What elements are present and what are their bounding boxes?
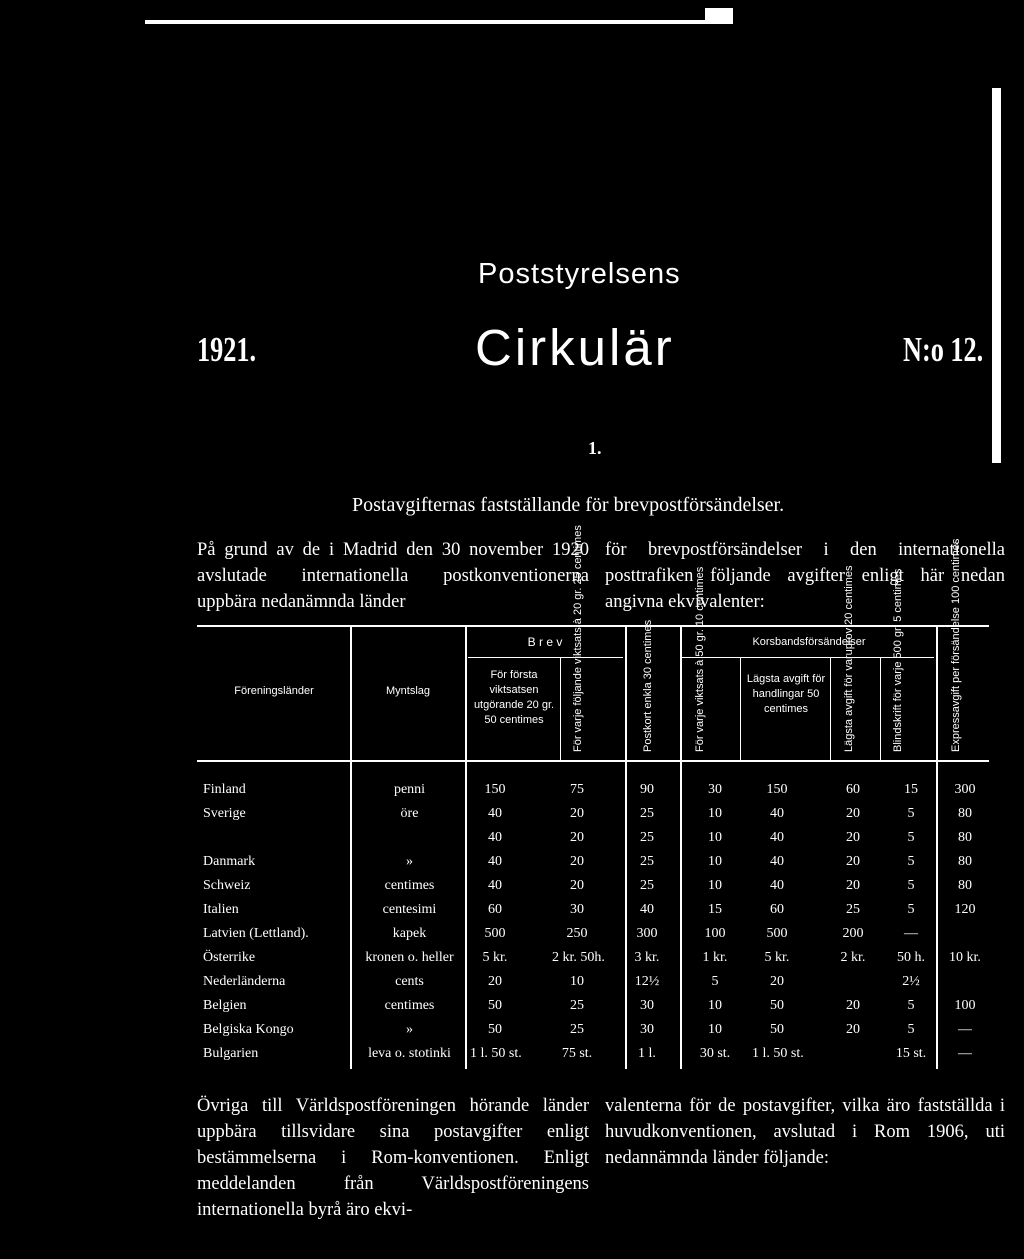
table-row bbox=[197, 854, 997, 878]
cell-value: 80 bbox=[958, 854, 972, 869]
table-header-rule bbox=[197, 760, 989, 762]
circular-number: N:o 12. bbox=[903, 330, 984, 369]
cell-value: 40 bbox=[488, 806, 502, 821]
cell-value: 10 bbox=[708, 806, 722, 821]
cell-value: 5 bbox=[907, 854, 915, 869]
cell-value: 20 bbox=[570, 806, 584, 821]
cell-value: 30 bbox=[570, 902, 584, 917]
page-edge-bar bbox=[992, 88, 1001, 463]
header-country: Föreningsländer bbox=[234, 685, 314, 697]
cell-value: 25 bbox=[640, 806, 654, 821]
cell-value: 50 h. bbox=[897, 950, 925, 965]
cell-value: 40 bbox=[488, 830, 502, 845]
cell-value: 30 st. bbox=[699, 1046, 731, 1061]
cell-value: 25 bbox=[846, 902, 860, 917]
cell-value: 40 bbox=[770, 830, 784, 845]
cell-value: 25 bbox=[640, 854, 654, 869]
cell-value: 20 bbox=[570, 854, 584, 869]
cell-value: 40 bbox=[640, 902, 654, 917]
header-brev-next: För varje följande viktsats à 20 gr. 25 centimes bbox=[572, 525, 584, 752]
cell-value: 20 bbox=[846, 1022, 860, 1037]
header-mynt: Myntslag bbox=[385, 685, 431, 697]
cell-value: 250 bbox=[566, 926, 588, 941]
header-kors-varu: Lägsta avgift för varuprov 20 centimes bbox=[843, 565, 855, 752]
cell-value: 40 bbox=[770, 854, 784, 869]
cell-value: 2 kr. bbox=[840, 950, 866, 965]
table-row bbox=[197, 830, 997, 854]
cell-value: 1 kr. bbox=[702, 950, 728, 965]
cell-value: 300 bbox=[636, 926, 658, 941]
section-heading: Postavgifternas fastställande för brevpostförsändelser. bbox=[352, 494, 785, 516]
outro-left: Övriga till Världspostföreningen hörande länder uppbära tillsvidare sina postavgifter enligt bestämmelserna i Rom-konventionen. Enligt meddelanden från Världspostföreningens internationella byrå äro ekvi- bbox=[197, 1096, 589, 1220]
cell-country: Schweiz bbox=[203, 878, 251, 893]
cell-value: 5 kr. bbox=[482, 950, 508, 965]
cell-country: Latvien (Lettland). bbox=[203, 926, 309, 941]
cell-value: 2½ bbox=[902, 974, 920, 989]
cell-value: 25 bbox=[570, 998, 584, 1013]
cell-value: 30 bbox=[708, 782, 722, 797]
col-divider bbox=[560, 658, 561, 760]
table-row bbox=[197, 902, 997, 926]
cell-country: Sverige bbox=[203, 806, 246, 821]
cell-value: 5 bbox=[907, 998, 915, 1013]
cell-value: 10 bbox=[570, 974, 584, 989]
cell-mynt: kronen o. heller bbox=[365, 950, 454, 965]
cell-value: 10 bbox=[708, 830, 722, 845]
cell-value: 60 bbox=[770, 902, 784, 917]
cell-value: 100 bbox=[954, 998, 976, 1013]
cell-value: 25 bbox=[570, 1022, 584, 1037]
top-rule bbox=[145, 20, 730, 24]
brev-subrule bbox=[468, 657, 623, 658]
cell-value: 15 bbox=[904, 782, 918, 797]
cell-value: 5 bbox=[907, 1022, 915, 1037]
cell-value: 20 bbox=[846, 806, 860, 821]
table-row bbox=[197, 926, 997, 950]
cell-country: Österrike bbox=[203, 950, 256, 965]
cell-value: 150 bbox=[484, 782, 506, 797]
cell-value: 40 bbox=[488, 854, 502, 869]
cell-value: 25 bbox=[640, 878, 654, 893]
cell-value: 20 bbox=[846, 998, 860, 1013]
cell-mynt: centimes bbox=[384, 998, 435, 1013]
cell-value: — bbox=[904, 926, 918, 941]
cell-value: 12½ bbox=[634, 974, 660, 989]
cell-mynt: öre bbox=[400, 806, 419, 821]
table-row bbox=[197, 1022, 997, 1046]
col-divider bbox=[740, 658, 741, 760]
cell-value: 1 l. 50 st. bbox=[470, 1046, 522, 1061]
header-brev-first: För första viktsatsen utgörande 20 gr. 50 centimes bbox=[473, 669, 555, 726]
intro-left: På grund av de i Madrid den 30 november 1920 avslutade internationella postkonventionerna uppbära nedanämnda länder bbox=[197, 540, 589, 612]
cell-value: — bbox=[958, 1046, 972, 1061]
header-express: Expressavgift per försändelse 100 centimes bbox=[950, 538, 962, 752]
cell-value: 20 bbox=[570, 878, 584, 893]
cell-value: 5 bbox=[907, 878, 915, 893]
cell-value: 20 bbox=[846, 854, 860, 869]
header-kors-min: Lägsta avgift för handlingar 50 centimes bbox=[746, 673, 826, 715]
cell-value: 1 l. 50 st. bbox=[752, 1046, 804, 1061]
cell-country: Bulgarien bbox=[203, 1046, 259, 1061]
cell-value: 40 bbox=[770, 878, 784, 893]
cell-value: 40 bbox=[488, 878, 502, 893]
cell-value: 5 bbox=[711, 974, 719, 989]
cell-value: 15 bbox=[708, 902, 722, 917]
cell-country: Finland bbox=[203, 782, 246, 797]
section-number: 1. bbox=[588, 438, 602, 458]
header-kors-each: För varje viktsats à 50 gr. 10 centimes bbox=[694, 566, 706, 752]
cell-value: 100 bbox=[704, 926, 726, 941]
cell-mynt: leva o. stotinki bbox=[368, 1046, 451, 1061]
cell-value: 80 bbox=[958, 878, 972, 893]
cell-value: 25 bbox=[640, 830, 654, 845]
cell-value: 20 bbox=[846, 878, 860, 893]
cell-value: 75 st. bbox=[561, 1046, 593, 1061]
cell-value: 5 bbox=[907, 902, 915, 917]
cell-value: 30 bbox=[640, 1022, 654, 1037]
cell-value: 20 bbox=[770, 974, 784, 989]
table-row bbox=[197, 950, 997, 974]
page-title: Cirkulär bbox=[475, 319, 675, 376]
cell-value: 90 bbox=[640, 782, 654, 797]
cell-value: 50 bbox=[488, 998, 502, 1013]
cell-country: Italien bbox=[203, 902, 239, 917]
table-row bbox=[197, 782, 997, 806]
table-top-rule bbox=[197, 625, 989, 627]
cell-value: 20 bbox=[488, 974, 502, 989]
cell-value: 20 bbox=[570, 830, 584, 845]
cell-value: 10 bbox=[708, 854, 722, 869]
cell-value: 10 bbox=[708, 878, 722, 893]
cell-value: 10 bbox=[708, 1022, 722, 1037]
cell-value: 60 bbox=[846, 782, 860, 797]
cell-country: Belgien bbox=[203, 998, 247, 1013]
col-divider bbox=[830, 658, 831, 760]
top-rule-mark bbox=[705, 8, 733, 24]
cell-value: 5 bbox=[907, 830, 915, 845]
cell-value: 500 bbox=[484, 926, 506, 941]
table-row bbox=[197, 806, 997, 830]
header-korsband: Korsbandsförsändelser bbox=[752, 636, 866, 648]
table-row bbox=[197, 1046, 997, 1070]
cell-value: 40 bbox=[770, 806, 784, 821]
table-row bbox=[197, 974, 997, 998]
year: 1921. bbox=[197, 330, 257, 369]
cell-value: 120 bbox=[954, 902, 976, 917]
cell-value: — bbox=[958, 1022, 972, 1037]
col-divider bbox=[880, 658, 881, 760]
cell-value: 150 bbox=[766, 782, 788, 797]
cell-value: 300 bbox=[954, 782, 976, 797]
cell-mynt: cents bbox=[395, 974, 424, 989]
cell-value: 50 bbox=[770, 998, 784, 1013]
cell-value: 80 bbox=[958, 806, 972, 821]
cell-value: 5 bbox=[907, 806, 915, 821]
cell-value: 10 bbox=[708, 998, 722, 1013]
table-row bbox=[197, 998, 997, 1022]
cell-value: 2 kr. 50h. bbox=[552, 950, 605, 965]
cell-value: 500 bbox=[766, 926, 788, 941]
cell-value: 5 kr. bbox=[764, 950, 790, 965]
cell-value: 50 bbox=[488, 1022, 502, 1037]
cell-value: 80 bbox=[958, 830, 972, 845]
cell-country: Nederländerna bbox=[203, 974, 286, 989]
cell-value: 1 l. bbox=[638, 1046, 656, 1061]
header-postkort: Postkort enkla 30 centimes bbox=[642, 619, 654, 752]
cell-mynt: centesimi bbox=[382, 902, 437, 917]
header-blind: Blindskrift för varje 500 gr. 5 centimes bbox=[892, 568, 904, 752]
cell-value: 75 bbox=[570, 782, 584, 797]
cell-country: Danmark bbox=[203, 854, 256, 869]
outro-right: valenterna för de postavgifter, vilka äro fastställda i huvudkonventionen, avslutad i Rom 1906, uti nedannämnda länder följande: bbox=[605, 1096, 1005, 1168]
cell-value: 10 kr. bbox=[949, 950, 981, 965]
cell-mynt: penni bbox=[393, 782, 426, 797]
header-brev: B r e v bbox=[527, 635, 563, 649]
cell-mynt: » bbox=[406, 854, 413, 869]
cell-value: 60 bbox=[488, 902, 502, 917]
cell-mynt: » bbox=[406, 1022, 413, 1037]
cell-mynt: kapek bbox=[392, 926, 427, 941]
cell-value: 20 bbox=[846, 830, 860, 845]
cell-country: Belgiska Kongo bbox=[203, 1022, 294, 1037]
table-row bbox=[197, 878, 997, 902]
cell-mynt: centimes bbox=[384, 878, 435, 893]
cell-value: 50 bbox=[770, 1022, 784, 1037]
cell-value: 3 kr. bbox=[634, 950, 660, 965]
intro-right: för brevpostförsändelser i den internationella posttrafiken följande avgifter enligt här nedan angivna ekvivalenter: bbox=[605, 540, 1005, 612]
cell-value: 30 bbox=[640, 998, 654, 1013]
publisher-title: Poststyrelsens bbox=[478, 258, 681, 290]
cell-value: 15 st. bbox=[895, 1046, 927, 1061]
cell-value: 200 bbox=[842, 926, 864, 941]
